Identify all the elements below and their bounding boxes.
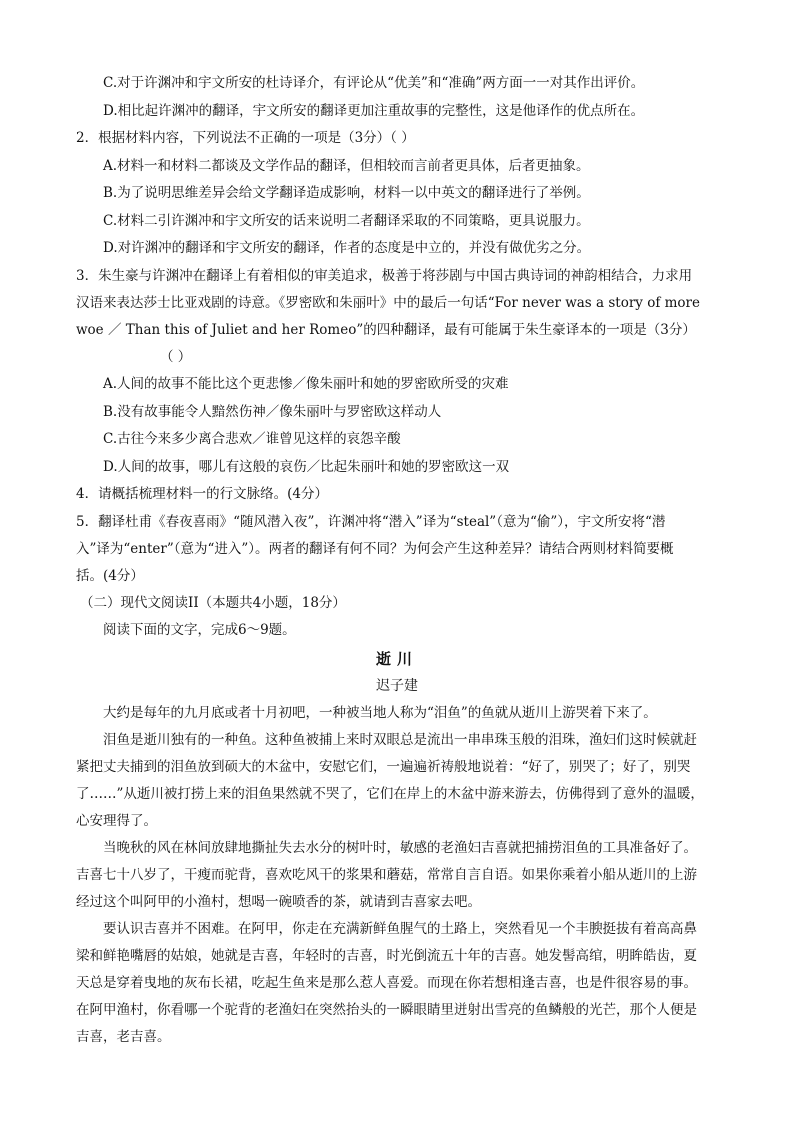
q3-option-a: A.人间的故事不能比这个更悲惨／像朱丽叶和她的罗密欧所受的灾难 <box>103 376 509 392</box>
q1-option-d: D.相比起许渊冲的翻译，宇文所安的翻译更加注重故事的完整性，这是他译作的优点所在。 <box>103 103 645 119</box>
q3-stem-line3: woe ／ Than this of Juliet and her Romeo”的四种翻译，最有可能属于朱生豪译本的一项是（3分） <box>76 322 696 338</box>
passage-line: 心安理得了。 <box>76 813 157 829</box>
passage-line: 大约是每年的九月底或者十月初吧，一种被当地人称为“泪鱼”的鱼就从逝川上游哭着下来了。 <box>103 705 657 721</box>
passage-line: 了……”从逝川被打捞上来的泪鱼果然就不哭了，它们在岸上的木盆中游来游去，仿佛得到了意外的温暖， <box>76 786 704 802</box>
passage-line: 当晚秋的风在林间放肆地撕扯失去水分的树叶时，敏感的老渔妇吉喜就把捕捞泪鱼的工具准备好了。 <box>103 840 697 856</box>
passage-line: 天总是穿着曳地的灰布长裙，吃起生鱼来是那么惹人喜爱。而现在你若想相逢吉喜，也是件很容易的事。 <box>76 975 697 991</box>
q3-option-c: C.古往今来多少离合悲欢／谁曾见这样的哀怨辛酸 <box>103 431 401 447</box>
section-heading: （二）现代文阅读II（本题共4小题，18分） <box>80 595 346 611</box>
q2-option-b: B.为了说明思维差异会给文学翻译造成影响，材料一以中英文的翻译进行了举例。 <box>103 185 590 201</box>
q5-stem-line1: 5．翻译杜甫《春夜喜雨》“随风潜入夜”，许渊冲将“潜入”译为“steal”（意为“偷”），宇文所安将“潜 <box>76 514 666 530</box>
passage-line: 梁和鲜艳嘴唇的姑娘，她就是吉喜，年轻时的吉喜，时光倒流五十年的吉喜。她发髻高绾，明眸皓齿，夏 <box>76 948 697 964</box>
section-instruction: 阅读下面的文字，完成6～9题。 <box>103 622 296 638</box>
q4-stem: 4．请概括梳理材料一的行文脉络。(4分） <box>76 486 328 502</box>
q2-option-c: C.材料二引许渊冲和宇文所安的话来说明二者翻译采取的不同策略，更具说服力。 <box>103 213 590 229</box>
q3-stem-line2: 汉语来表达莎士比亚戏剧的诗意。《罗密欧和朱丽叶》中的最后一句话“For never was a story of more <box>76 295 700 311</box>
q3-stem-line1: 3．朱生豪与许渊冲在翻译上有着相似的审美追求，极善于将莎剧与中国古典诗词的神韵相结合，力求用 <box>76 268 693 284</box>
passage-line: 泪鱼是逝川独有的一种鱼。这种鱼被捕上来时双眼总是流出一串串珠玉般的泪珠，渔妇们这时候就赶 <box>103 732 697 748</box>
passage-author: 迟子建 <box>376 678 418 694</box>
passage-line: 吉喜七十八岁了，干瘦而驼背，喜欢吃风干的浆果和蘑菇，常常自言自语。如果你乘着小船从逝川的上游 <box>76 867 697 883</box>
q3-option-d: D.人间的故事，哪儿有这般的哀伤／比起朱丽叶和她的罗密欧这一双 <box>103 459 510 475</box>
passage-line: 吉喜，老吉喜。 <box>76 1029 171 1045</box>
q5-stem-line3: 括。(4分） <box>76 568 144 584</box>
q5-stem-line2: 入”译为“enter”（意为“进入”）。两者的翻译有何不同？为何会产生这种差异？请结合两则材料简要概 <box>76 541 674 557</box>
passage-line: 经过这个叫阿甲的小渔村，想喝一碗喷香的茶，就请到吉喜家去吧。 <box>76 894 481 910</box>
passage-title: 逝川 <box>375 650 418 668</box>
q3-option-b: B.没有故事能令人黯然伤神／像朱丽叶与罗密欧这样动人 <box>103 404 442 420</box>
q2-option-a: A.材料一和材料二都谈及文学作品的翻译，但相较而言前者更具体，后者更抽象。 <box>103 158 590 174</box>
q1-option-c: C.对于许渊冲和宇文所安的杜诗译介，有评论从“优美”和“准确”两方面一一对其作出评价。 <box>103 75 645 91</box>
q2-stem: 2．根据材料内容，下列说法不正确的一项是（3分）（ ） <box>76 130 415 146</box>
q2-option-d: D.对许渊冲的翻译和宇文所安的翻译，作者的态度是中立的，并没有做优劣之分。 <box>103 240 591 256</box>
passage-line: 要认识吉喜并不困难。在阿甲，你走在充满新鲜鱼腥气的土路上，突然看见一个丰腴挺拔有着高高鼻 <box>103 921 697 937</box>
q3-answer-blank: （ ） <box>160 349 192 365</box>
passage-line: 紧把丈夫捕到的泪鱼放到硕大的木盆中，安慰它们，一遍遍祈祷般地说着：“好了，别哭了；好了，别哭 <box>76 759 691 775</box>
passage-line: 在阿甲渔村，你看哪一个驼背的老渔妇在突然抬头的一瞬眼睛里迸射出雪亮的鱼鳞般的光芒，那个人便是 <box>76 1002 697 1018</box>
